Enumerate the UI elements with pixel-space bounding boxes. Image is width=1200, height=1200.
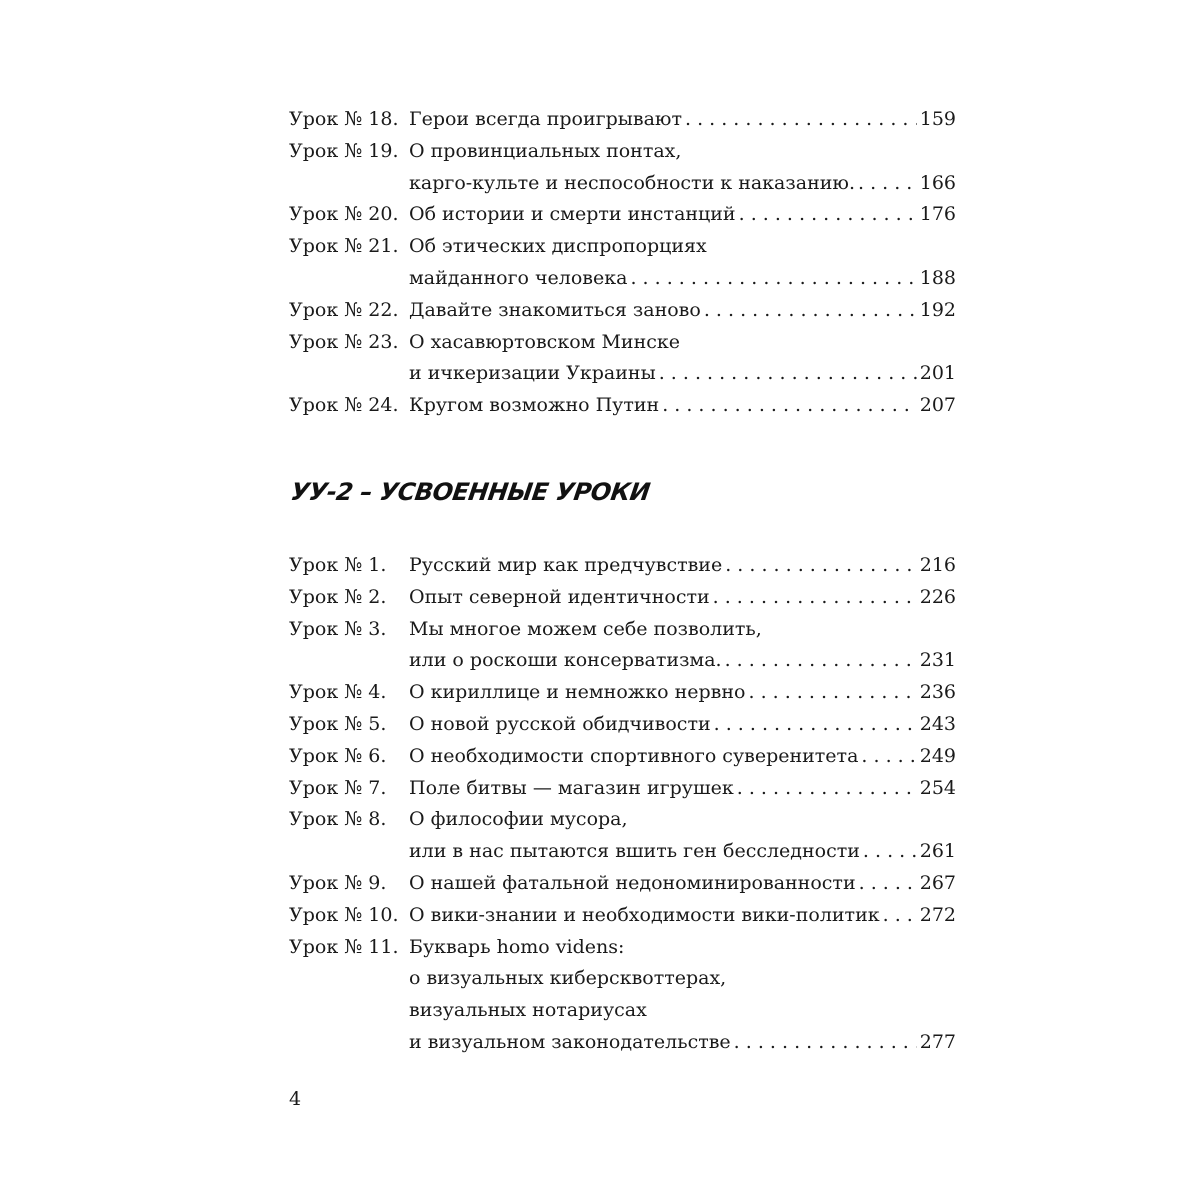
- toc-line: [289, 295, 956, 327]
- dot-leader: [630, 263, 916, 295]
- page-ref: 159: [919, 108, 956, 130]
- lesson-title: О нашей фатальной недономинированности: [409, 871, 856, 894]
- page-ref: 272: [919, 903, 956, 926]
- lesson-title: О провинциальных понтах,: [409, 139, 682, 162]
- lesson-label: Урок № 23.: [289, 330, 399, 353]
- toc-entry: [289, 550, 956, 582]
- lesson-title: Мы многое можем себе позволить,: [409, 617, 762, 640]
- toc-entry: [289, 709, 956, 741]
- toc-line: [289, 1027, 956, 1059]
- toc-line: [289, 709, 956, 741]
- lesson-label: Урок № 6.: [289, 744, 387, 767]
- toc-line: [289, 614, 956, 646]
- lesson-title: или о роскоши консерватизма.: [409, 649, 722, 672]
- toc-entry: [289, 295, 956, 327]
- page-ref: 166: [919, 171, 956, 194]
- lesson-title: О хасавюртовском Минске: [409, 330, 680, 353]
- toc-entry: [289, 773, 956, 805]
- lesson-title: Русский мир как предчувствие: [409, 554, 723, 576]
- page-ref: 207: [919, 394, 956, 417]
- toc-line: [289, 136, 956, 168]
- dot-leader: [883, 900, 917, 932]
- lesson-label: Урок № 10.: [289, 903, 399, 926]
- lesson-title: О философии мусора,: [409, 808, 628, 831]
- toc-line: [289, 168, 956, 200]
- page-ref: 216: [919, 554, 956, 576]
- dot-leader: [734, 1027, 917, 1059]
- page-ref: 236: [919, 681, 956, 704]
- toc-line: [289, 263, 956, 295]
- lesson-title: Герои всегда проигрывают: [409, 108, 682, 130]
- lesson-title: О необходимости спортивного суверенитета: [409, 744, 859, 767]
- toc-line: [289, 104, 956, 136]
- page-ref: 201: [919, 362, 956, 385]
- lesson-label: Урок № 9.: [289, 871, 387, 894]
- lesson-label: Урок № 24.: [289, 394, 399, 417]
- lesson-title: О кириллице и немножко нервно: [409, 681, 746, 704]
- dot-leader: [858, 168, 917, 200]
- toc-line: [289, 390, 956, 422]
- toc-line: [289, 231, 956, 263]
- lesson-label: Урок № 8.: [289, 808, 387, 831]
- toc-line: [289, 327, 956, 359]
- dot-leader: [748, 677, 916, 709]
- toc-entry: [289, 804, 956, 868]
- page-ref: 176: [919, 203, 956, 226]
- toc-line: [289, 199, 956, 231]
- toc-line: [289, 836, 956, 868]
- lesson-label: Урок № 2.: [289, 585, 387, 608]
- lesson-title: О вики-знании и необходимости вики-политик: [409, 903, 880, 926]
- dot-leader: [725, 550, 917, 582]
- dot-leader: [739, 199, 917, 231]
- lesson-label: Урок № 3.: [289, 617, 387, 640]
- dot-leader: [859, 868, 917, 900]
- page-ref: 261: [919, 840, 956, 863]
- page-ref: 249: [919, 744, 956, 767]
- toc-line: [289, 868, 956, 900]
- page-ref: 254: [919, 776, 956, 799]
- page-ref: 192: [919, 298, 956, 321]
- toc-entry: [289, 327, 956, 391]
- dot-leader: [659, 358, 917, 390]
- lesson-title: майданного человека: [409, 266, 628, 289]
- toc-line: [289, 358, 956, 390]
- lesson-title: Об истории и смерти инстанций: [409, 203, 736, 226]
- page-ref: 188: [919, 266, 956, 289]
- page-ref: 226: [919, 585, 956, 608]
- toc-line: [289, 677, 956, 709]
- lesson-title: Кругом возможно Путин: [409, 394, 660, 417]
- toc-line: [289, 900, 956, 932]
- dot-leader: [704, 295, 917, 327]
- lesson-label: Урок № 18.: [289, 108, 399, 130]
- toc-line: [289, 804, 956, 836]
- lesson-title: визуальных нотариусах: [409, 999, 647, 1022]
- dot-leader: [725, 645, 917, 677]
- toc-section-2: [289, 550, 956, 1059]
- lesson-title: и ичкеризации Украины: [409, 362, 656, 385]
- lesson-label: Урок № 21.: [289, 235, 399, 258]
- lesson-label: Урок № 19.: [289, 139, 399, 162]
- page-ref: 277: [919, 1030, 956, 1053]
- dot-leader: [714, 709, 917, 741]
- toc-line: [289, 741, 956, 773]
- toc-entry: [289, 741, 956, 773]
- toc-section-1: [289, 104, 956, 422]
- toc-line: [289, 963, 956, 995]
- toc-line: [289, 995, 956, 1027]
- toc-entry: [289, 104, 956, 136]
- lesson-label: Урок № 1.: [289, 554, 387, 576]
- lesson-title: или в нас пытаются вшить ген бесследности: [409, 840, 860, 863]
- page-ref: 231: [919, 649, 956, 672]
- toc-entry: [289, 868, 956, 900]
- page-ref: 243: [919, 712, 956, 735]
- lesson-label: Урок № 4.: [289, 681, 387, 704]
- lesson-title: карго-культе и неспособности к наказанию.: [409, 171, 855, 194]
- dot-leader: [863, 836, 917, 868]
- toc-line: [289, 550, 956, 582]
- dot-leader: [737, 773, 917, 805]
- toc-entry: [289, 582, 956, 614]
- lesson-title: Поле битвы — магазин игрушек: [409, 776, 734, 799]
- lesson-label: Урок № 11.: [289, 935, 399, 958]
- toc-entry: [289, 677, 956, 709]
- toc-line: [289, 932, 956, 964]
- lesson-title: Букварь homo videns:: [409, 935, 625, 958]
- page-number: 4: [289, 1088, 302, 1110]
- toc-line: [289, 773, 956, 805]
- lesson-title: Давайте знакомиться заново: [409, 298, 701, 321]
- section-heading: УУ-2 – УСВОЕННЫЕ УРОКИ: [289, 478, 652, 506]
- toc-line: [289, 582, 956, 614]
- toc-entry: [289, 231, 956, 295]
- lesson-title: и визуальном законодательстве: [409, 1030, 731, 1053]
- toc-entry: [289, 932, 956, 1059]
- dot-leader: [713, 582, 917, 614]
- toc-entry: [289, 136, 956, 200]
- lesson-title: О новой русской обидчивости: [409, 712, 711, 735]
- dot-leader: [685, 104, 917, 136]
- lesson-title: Опыт северной идентичности: [409, 585, 710, 608]
- dot-leader: [861, 741, 916, 773]
- lesson-label: Урок № 20.: [289, 203, 399, 226]
- toc-line: [289, 645, 956, 677]
- lesson-label: Урок № 5.: [289, 712, 387, 735]
- page-ref: 267: [919, 871, 956, 894]
- toc-entry: [289, 614, 956, 678]
- toc-entry: [289, 390, 956, 422]
- lesson-label: Урок № 7.: [289, 776, 387, 799]
- toc-entry: [289, 900, 956, 932]
- dot-leader: [662, 390, 917, 422]
- lesson-label: Урок № 22.: [289, 298, 399, 321]
- lesson-title: Об этических диспропорциях: [409, 235, 707, 258]
- toc-entry: [289, 199, 956, 231]
- lesson-title: о визуальных киберсквоттерах,: [409, 967, 727, 990]
